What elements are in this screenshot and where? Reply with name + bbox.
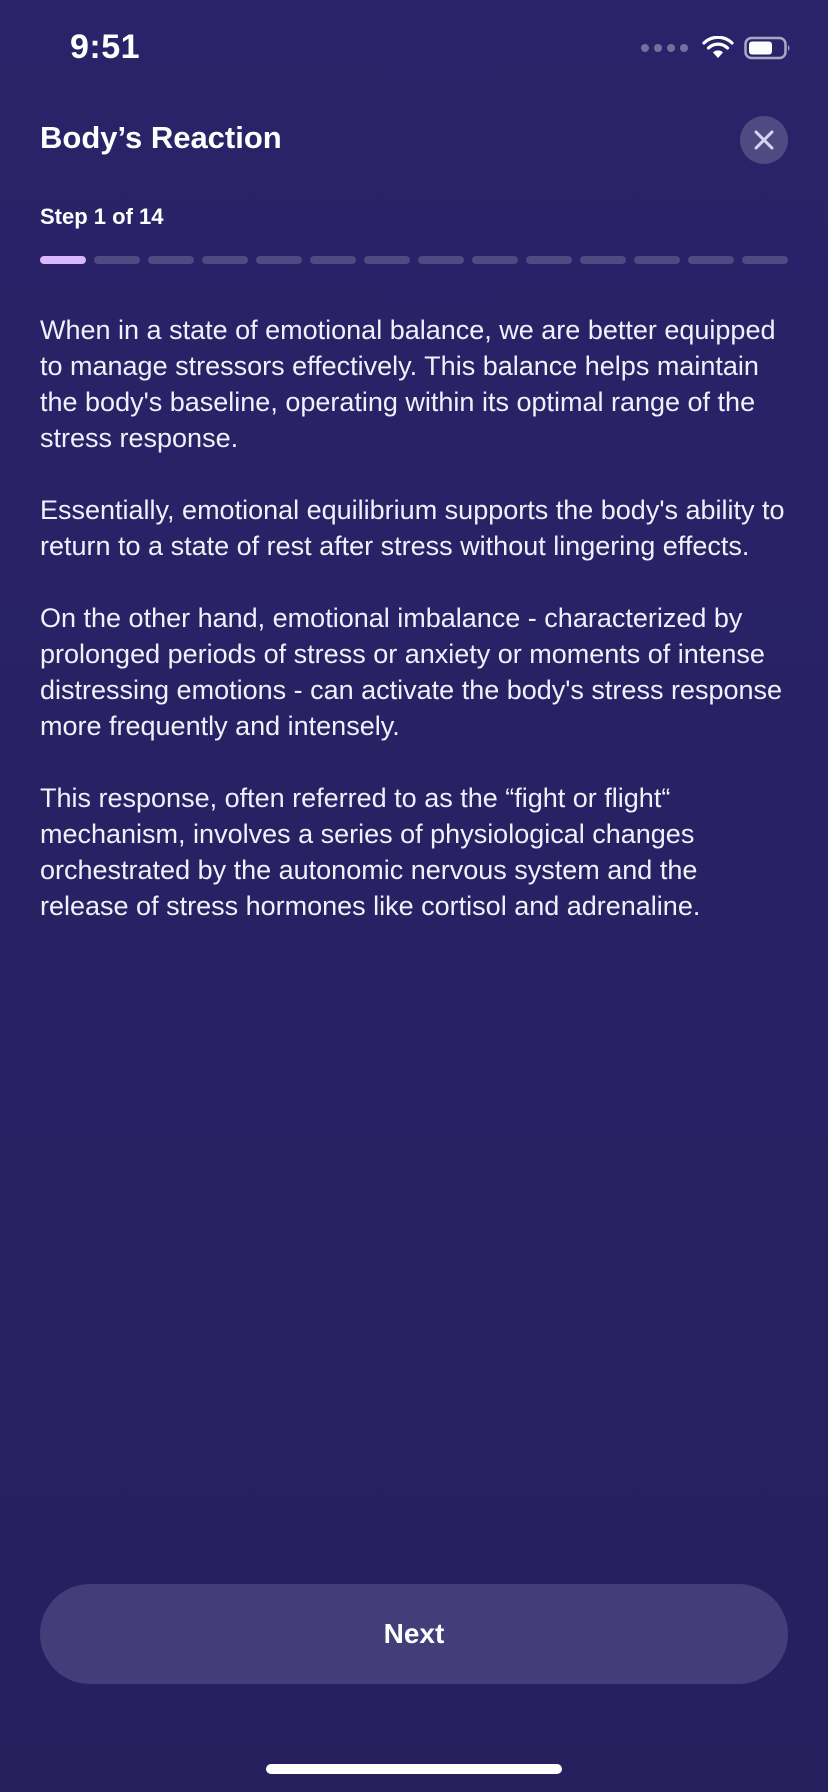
progress-segment: [364, 256, 410, 264]
progress-segment: [40, 256, 86, 264]
progress-segment: [202, 256, 248, 264]
next-button[interactable]: Next: [40, 1584, 788, 1684]
step-label: Step 1 of 14: [40, 204, 164, 229]
progress-segment: [472, 256, 518, 264]
status-icons: [641, 36, 792, 60]
battery-icon: [744, 36, 792, 60]
step-progress-bar: [40, 256, 788, 264]
progress-segment: [94, 256, 140, 264]
status-bar: [0, 0, 828, 100]
progress-segment: [418, 256, 464, 264]
progress-segment: [634, 256, 680, 264]
page-title: Body’s Reaction: [40, 120, 282, 155]
paragraph: Essentially, emotional equilibrium supports the body's ability to return to a state of rest after stress without lingering effects.: [40, 495, 785, 561]
progress-segment: [148, 256, 194, 264]
close-icon: [753, 129, 775, 151]
cellular-signal-icon: [641, 44, 688, 52]
paragraph: On the other hand, emotional imbalance - characterized by prolonged periods of stress or anxiety or moments of intense distressing emotions - can activate the body's stress response more frequently and intensely.: [40, 603, 783, 741]
content-body: [40, 312, 792, 960]
progress-segment: [742, 256, 788, 264]
progress-segment: [256, 256, 302, 264]
wifi-icon: [702, 36, 734, 60]
progress-segment: [580, 256, 626, 264]
progress-segment: [688, 256, 734, 264]
progress-segment: [310, 256, 356, 264]
progress-segment: [526, 256, 572, 264]
status-time: 9:51: [70, 28, 141, 66]
close-button[interactable]: [740, 116, 788, 164]
home-indicator: [266, 1764, 562, 1774]
paragraph: This response, often referred to as the “fight or flight“ mechanism, involves a series of physiological changes orchestrated by the autonomic nervous system and the release of stress hormones like cortisol and adrenaline.: [40, 783, 701, 921]
paragraph: When in a state of emotional balance, we are better equipped to manage stressors effectively. This balance helps maintain the body's baseline, operating within its optimal range of the stress response.: [40, 315, 776, 453]
